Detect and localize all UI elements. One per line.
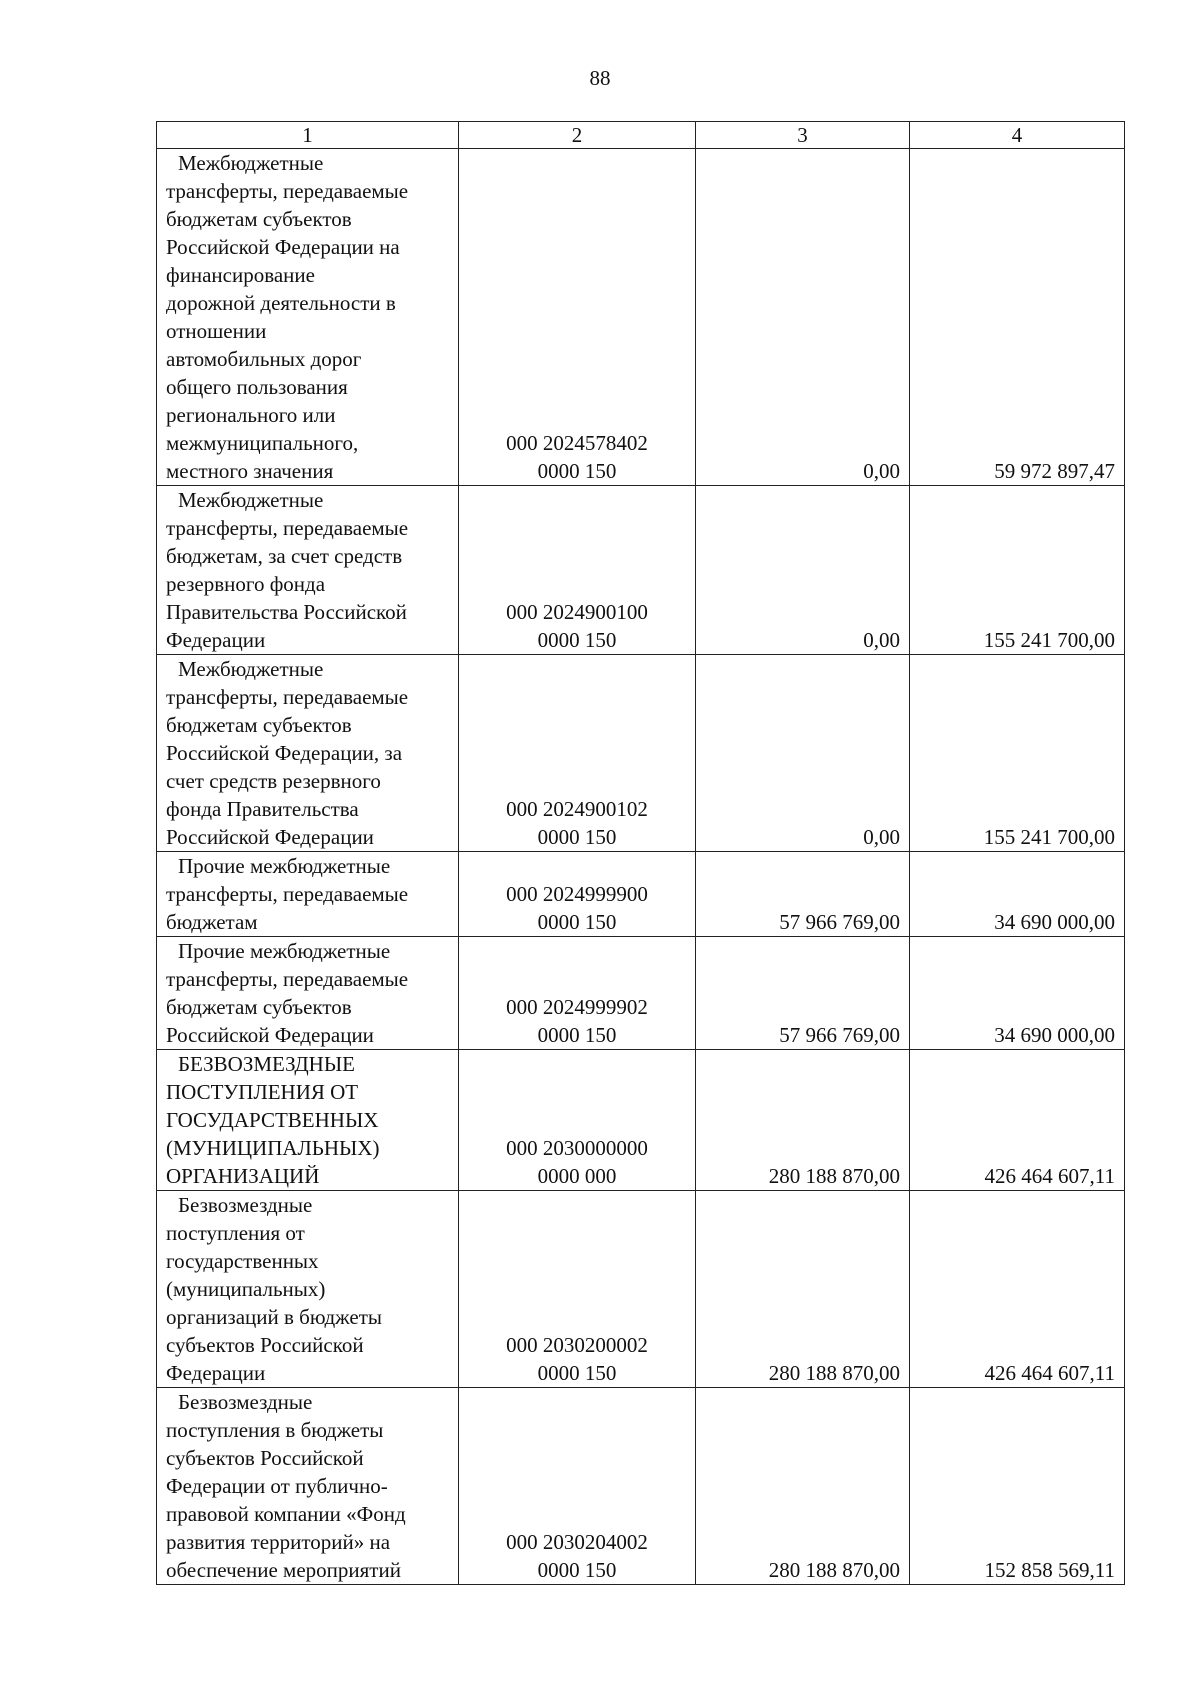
row-name: Межбюджетные трансферты, передаваемые бюджетам субъектов Российской Федерации на финансирование дорожной деятельности в отношении автомобильных дорог общего пользования регионального или межмуниципального, местного значения [157,149,459,486]
row-value-col3: 57 966 769,00 [696,852,910,937]
table-row [157,655,1125,852]
row-name: БЕЗВОЗМЕЗДНЫЕ ПОСТУПЛЕНИЯ ОТ ГОСУДАРСТВЕННЫХ (МУНИЦИПАЛЬНЫХ) ОРГАНИЗАЦИЙ [157,1050,459,1191]
row-value-col4: 155 241 700,00 [910,655,1125,852]
row-code: 000 2024999900 0000 150 [459,852,696,937]
table-body [157,149,1125,1585]
page-number: 88 [589,66,611,90]
table-row [157,1191,1125,1388]
table-row [157,852,1125,937]
column-header-2: 2 [459,122,696,149]
row-code: 000 2024578402 0000 150 [459,149,696,486]
header-row [157,122,1125,149]
table-row [157,1050,1125,1191]
column-header-4: 4 [910,122,1125,149]
row-name: Прочие межбюджетные трансферты, передаваемые бюджетам [157,852,459,937]
row-name: Безвозмездные поступления от государственных (муниципальных) организаций в бюджеты субъектов Российской Федерации [157,1191,459,1388]
row-value-col3: 0,00 [696,655,910,852]
row-value-col4: 155 241 700,00 [910,486,1125,655]
budget-table [156,121,1125,1585]
column-header-3: 3 [696,122,910,149]
row-value-col3: 0,00 [696,486,910,655]
row-code: 000 2024999902 0000 150 [459,937,696,1050]
row-name: Межбюджетные трансферты, передаваемые бюджетам субъектов Российской Федерации, за счет средств резервного фонда Правительства Российской Федерации [157,655,459,852]
row-code: 000 2024900102 0000 150 [459,655,696,852]
table-row [157,1388,1125,1585]
row-code: 000 2030204002 0000 150 [459,1388,696,1585]
row-value-col4: 34 690 000,00 [910,937,1125,1050]
row-code: 000 2030200002 0000 150 [459,1191,696,1388]
row-code: 000 2024900100 0000 150 [459,486,696,655]
row-code: 000 2030000000 0000 000 [459,1050,696,1191]
row-value-col4: 34 690 000,00 [910,852,1125,937]
row-value-col3: 280 188 870,00 [696,1050,910,1191]
row-name: Межбюджетные трансферты, передаваемые бюджетам, за счет средств резервного фонда Правительства Российской Федерации [157,486,459,655]
row-value-col3: 280 188 870,00 [696,1388,910,1585]
row-value-col3: 0,00 [696,149,910,486]
row-name: Прочие межбюджетные трансферты, передаваемые бюджетам субъектов Российской Федерации [157,937,459,1050]
table-row [157,486,1125,655]
row-value-col3: 280 188 870,00 [696,1191,910,1388]
row-value-col3: 57 966 769,00 [696,937,910,1050]
row-value-col4: 152 858 569,11 [910,1388,1125,1585]
row-value-col4: 426 464 607,11 [910,1191,1125,1388]
row-value-col4: 426 464 607,11 [910,1050,1125,1191]
column-header-1: 1 [157,122,459,149]
table-header [157,122,1125,149]
table-row [157,937,1125,1050]
row-value-col4: 59 972 897,47 [910,149,1125,486]
row-name: Безвозмездные поступления в бюджеты субъектов Российской Федерации от публично- правовой компании «Фонд развития территорий» на обеспечение мероприятий [157,1388,459,1585]
table-row [157,149,1125,486]
